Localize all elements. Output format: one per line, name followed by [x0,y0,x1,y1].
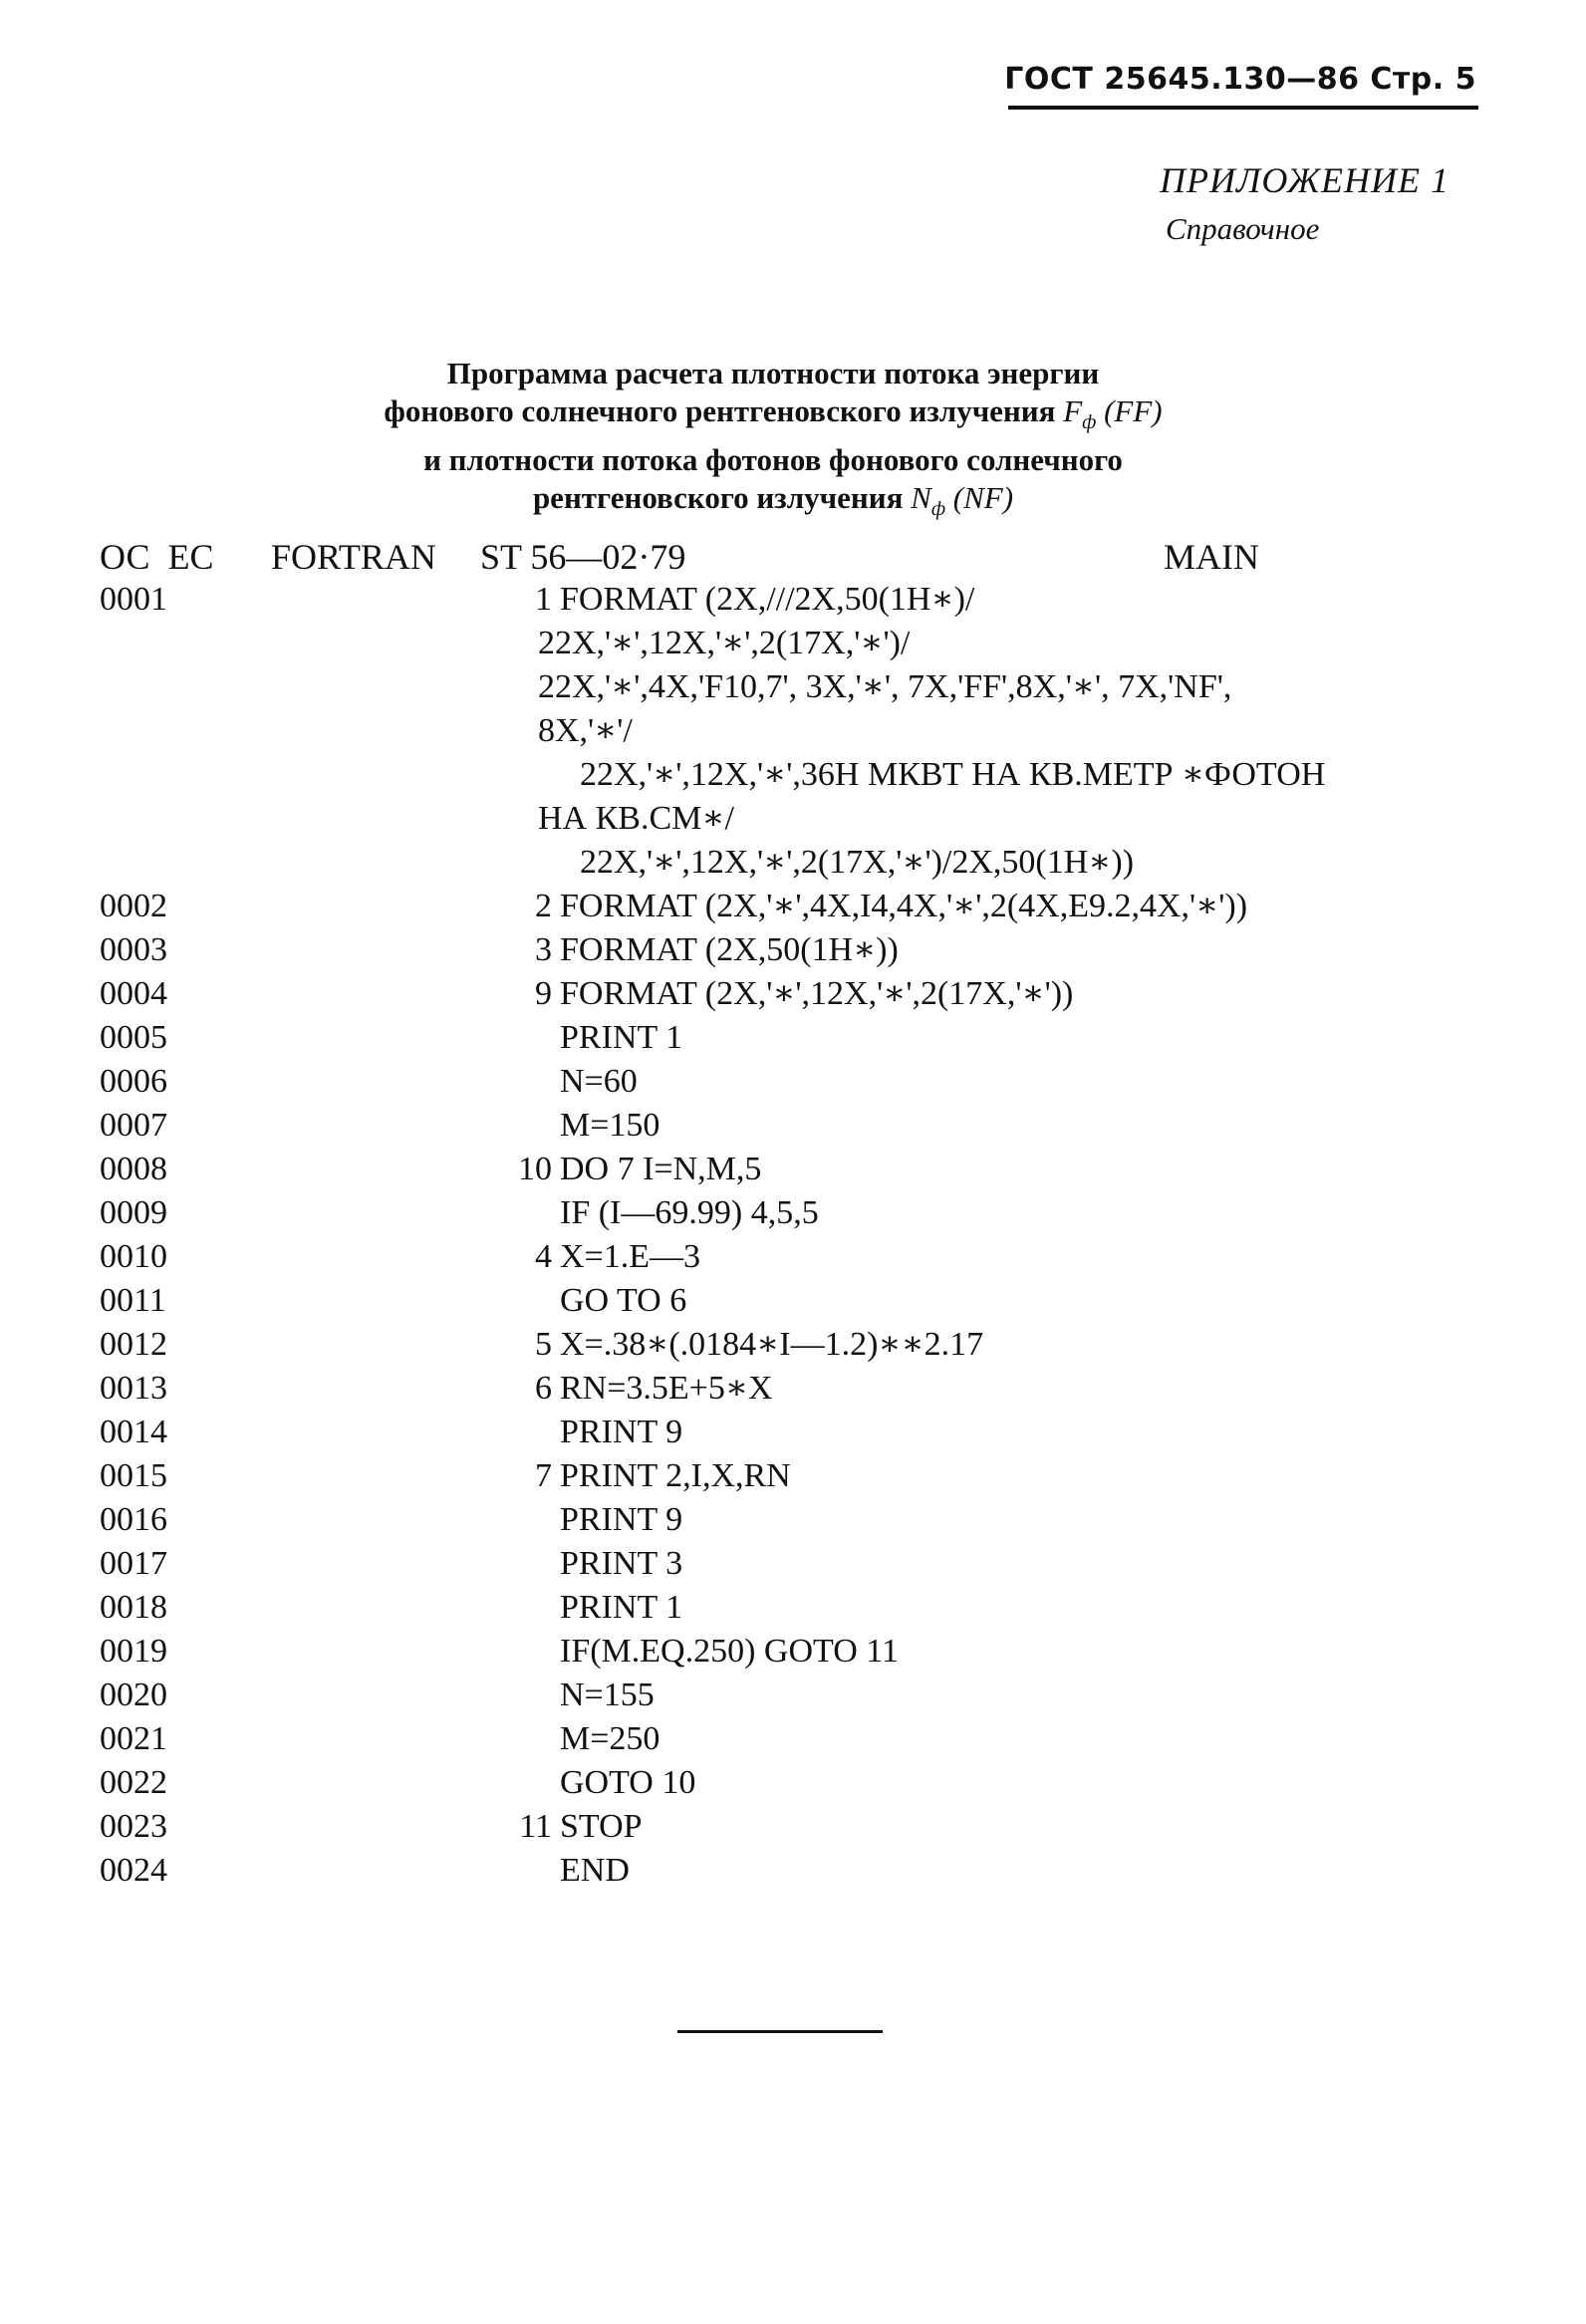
statement-text: PRINT 2,I,X,RN [560,1457,791,1494]
statement-text: N=60 [560,1063,638,1100]
statement-label: 6 [535,1370,552,1407]
photon-flux-symbol: $N_ф$ (NF) [911,480,1014,521]
line-number: 0001 [100,581,167,618]
line-number: 0014 [100,1414,167,1450]
line-number: 0009 [100,1194,167,1231]
header-underline [1008,106,1478,110]
statement-text: FORMAT (2X,'∗',4X,I4,4X,'∗',2(4X,E9.2,4X,'∗')) [560,888,1248,924]
continuation-text: 22X,'∗',4X,'F10,7', 3X,'∗', 7X,'FF',8X,'∗', 7X,'NF', [538,668,1232,705]
listing-header [0,536,1586,580]
statement-text: X=1.E—3 [560,1238,700,1275]
statement-label: 9 [535,975,552,1012]
code-line [0,1060,1586,1104]
line-number: 0022 [100,1764,167,1801]
line-number: 0003 [100,931,167,968]
program-title [295,355,1251,528]
continuation-text: НА КВ.СМ∗/ [538,800,734,837]
line-number: 0012 [100,1326,167,1363]
statement-label: 2 [535,888,552,924]
statement-text: PRINT 3 [560,1545,683,1582]
statement-text: IF (I—69.99) 4,5,5 [560,1194,819,1231]
line-number: 0023 [100,1808,167,1845]
code-line [0,1542,1586,1586]
statement-text: PRINT 9 [560,1414,683,1450]
statement-label: 4 [535,1238,552,1275]
statement-label: 3 [535,931,552,968]
statement-text: M=250 [560,1720,661,1757]
continuation-text: 8X,'∗'/ [538,712,633,749]
line-number: 0010 [100,1238,167,1275]
document-reference: ГОСТ 25645.130—86 Стр. 5 [1004,62,1476,97]
code-line [0,1191,1586,1235]
statement-text: RN=3.5E+5∗X [560,1370,773,1407]
line-number: 0002 [100,888,167,924]
statement-text: PRINT 1 [560,1019,683,1056]
line-number: 0007 [100,1107,167,1144]
statement-text: DO 7 I=N,M,5 [560,1151,762,1187]
statement-label: 1 [535,581,552,618]
code-line [0,1279,1586,1323]
statement-text: IF(M.EQ.250) GOTO 11 [560,1633,899,1670]
code-line [0,1148,1586,1191]
code-line [0,1630,1586,1674]
line-number: 0004 [100,975,167,1012]
code-line [0,1805,1586,1849]
statement-text: GO TO 6 [560,1282,687,1319]
line-number: 0011 [100,1282,166,1319]
code-line [0,928,1586,972]
statement-label: 10 [518,1151,552,1187]
statement-text: FORMAT (2X,///2X,50(1H∗)/ [560,581,975,618]
statement-text: N=155 [560,1677,655,1713]
code-line [0,578,1586,622]
version-label: ST 56—02·79 [480,537,686,577]
code-line [0,1761,1586,1805]
statement-text: GOTO 10 [560,1764,696,1801]
title-line-4 [295,479,1251,528]
line-number: 0021 [100,1720,167,1757]
code-line [0,665,1586,709]
line-number: 0018 [100,1589,167,1626]
code-line [0,1104,1586,1148]
code-line [0,885,1586,928]
continuation-text: 22X,'∗',12X,'∗',2(17X,'∗')/ [538,625,911,661]
code-line [0,1367,1586,1411]
continuation-text: 22X,'∗',12X,'∗',36H МКВТ НА КВ.МЕТР ∗ФОТОН [580,756,1326,793]
statement-label: 11 [519,1808,552,1845]
title-line-2 [295,392,1251,441]
program-name: MAIN [1164,537,1259,577]
statement-label: 5 [535,1326,552,1363]
code-line [0,622,1586,665]
appendix-title: ПРИЛОЖЕНИЕ 1 [1160,160,1450,200]
line-number: 0015 [100,1457,167,1494]
code-line [0,1016,1586,1060]
statement-text: END [560,1852,630,1889]
code-line [0,1454,1586,1498]
code-line [0,753,1586,797]
statement-text: PRINT 9 [560,1501,683,1538]
code-line [0,797,1586,841]
compiler-label: FORTRAN [271,537,436,577]
code-line [0,972,1586,1016]
statement-text: STOP [560,1808,643,1845]
code-line [0,1323,1586,1367]
code-listing [0,578,1586,1893]
line-number: 0016 [100,1501,167,1538]
statement-label: 7 [535,1457,552,1494]
code-line [0,1411,1586,1454]
energy-flux-symbol: $F_ф$ (FF) [1063,393,1163,434]
code-line [0,1674,1586,1717]
line-number: 0017 [100,1545,167,1582]
line-number: 0006 [100,1063,167,1100]
statement-text: FORMAT (2X,'∗',12X,'∗',2(17X,'∗')) [560,975,1074,1012]
title-line-1: Программа расчета плотности потока энергии [446,356,1100,390]
line-number: 0013 [100,1370,167,1407]
title-line-4-text: рентгеновского излучения [532,480,912,516]
title-line-3: и плотности потока фотонов фонового солнечного [423,442,1123,478]
end-rule [677,2030,883,2033]
statement-text: X=.38∗(.0184∗I—1.2)∗∗2.17 [560,1326,984,1363]
code-line [0,1235,1586,1279]
title-line-2-text: фонового солнечного рентгеновского излучения [384,393,1064,428]
statement-text: M=150 [560,1107,661,1144]
line-number: 0024 [100,1852,167,1889]
appendix-subtitle: Справочное [1166,211,1320,246]
code-line [0,1717,1586,1761]
line-number: 0008 [100,1151,167,1187]
code-line [0,1849,1586,1893]
os-label: ОС ЕС [100,537,214,577]
code-line [0,1586,1586,1630]
continuation-text: 22X,'∗',12X,'∗',2(17X,'∗')/2X,50(1H∗)) [580,844,1135,881]
code-line [0,709,1586,753]
line-number: 0020 [100,1677,167,1713]
code-line [0,841,1586,885]
statement-text: FORMAT (2X,50(1H∗)) [560,931,899,968]
code-line [0,1498,1586,1542]
line-number: 0005 [100,1019,167,1056]
line-number: 0019 [100,1633,167,1670]
statement-text: PRINT 1 [560,1589,683,1626]
